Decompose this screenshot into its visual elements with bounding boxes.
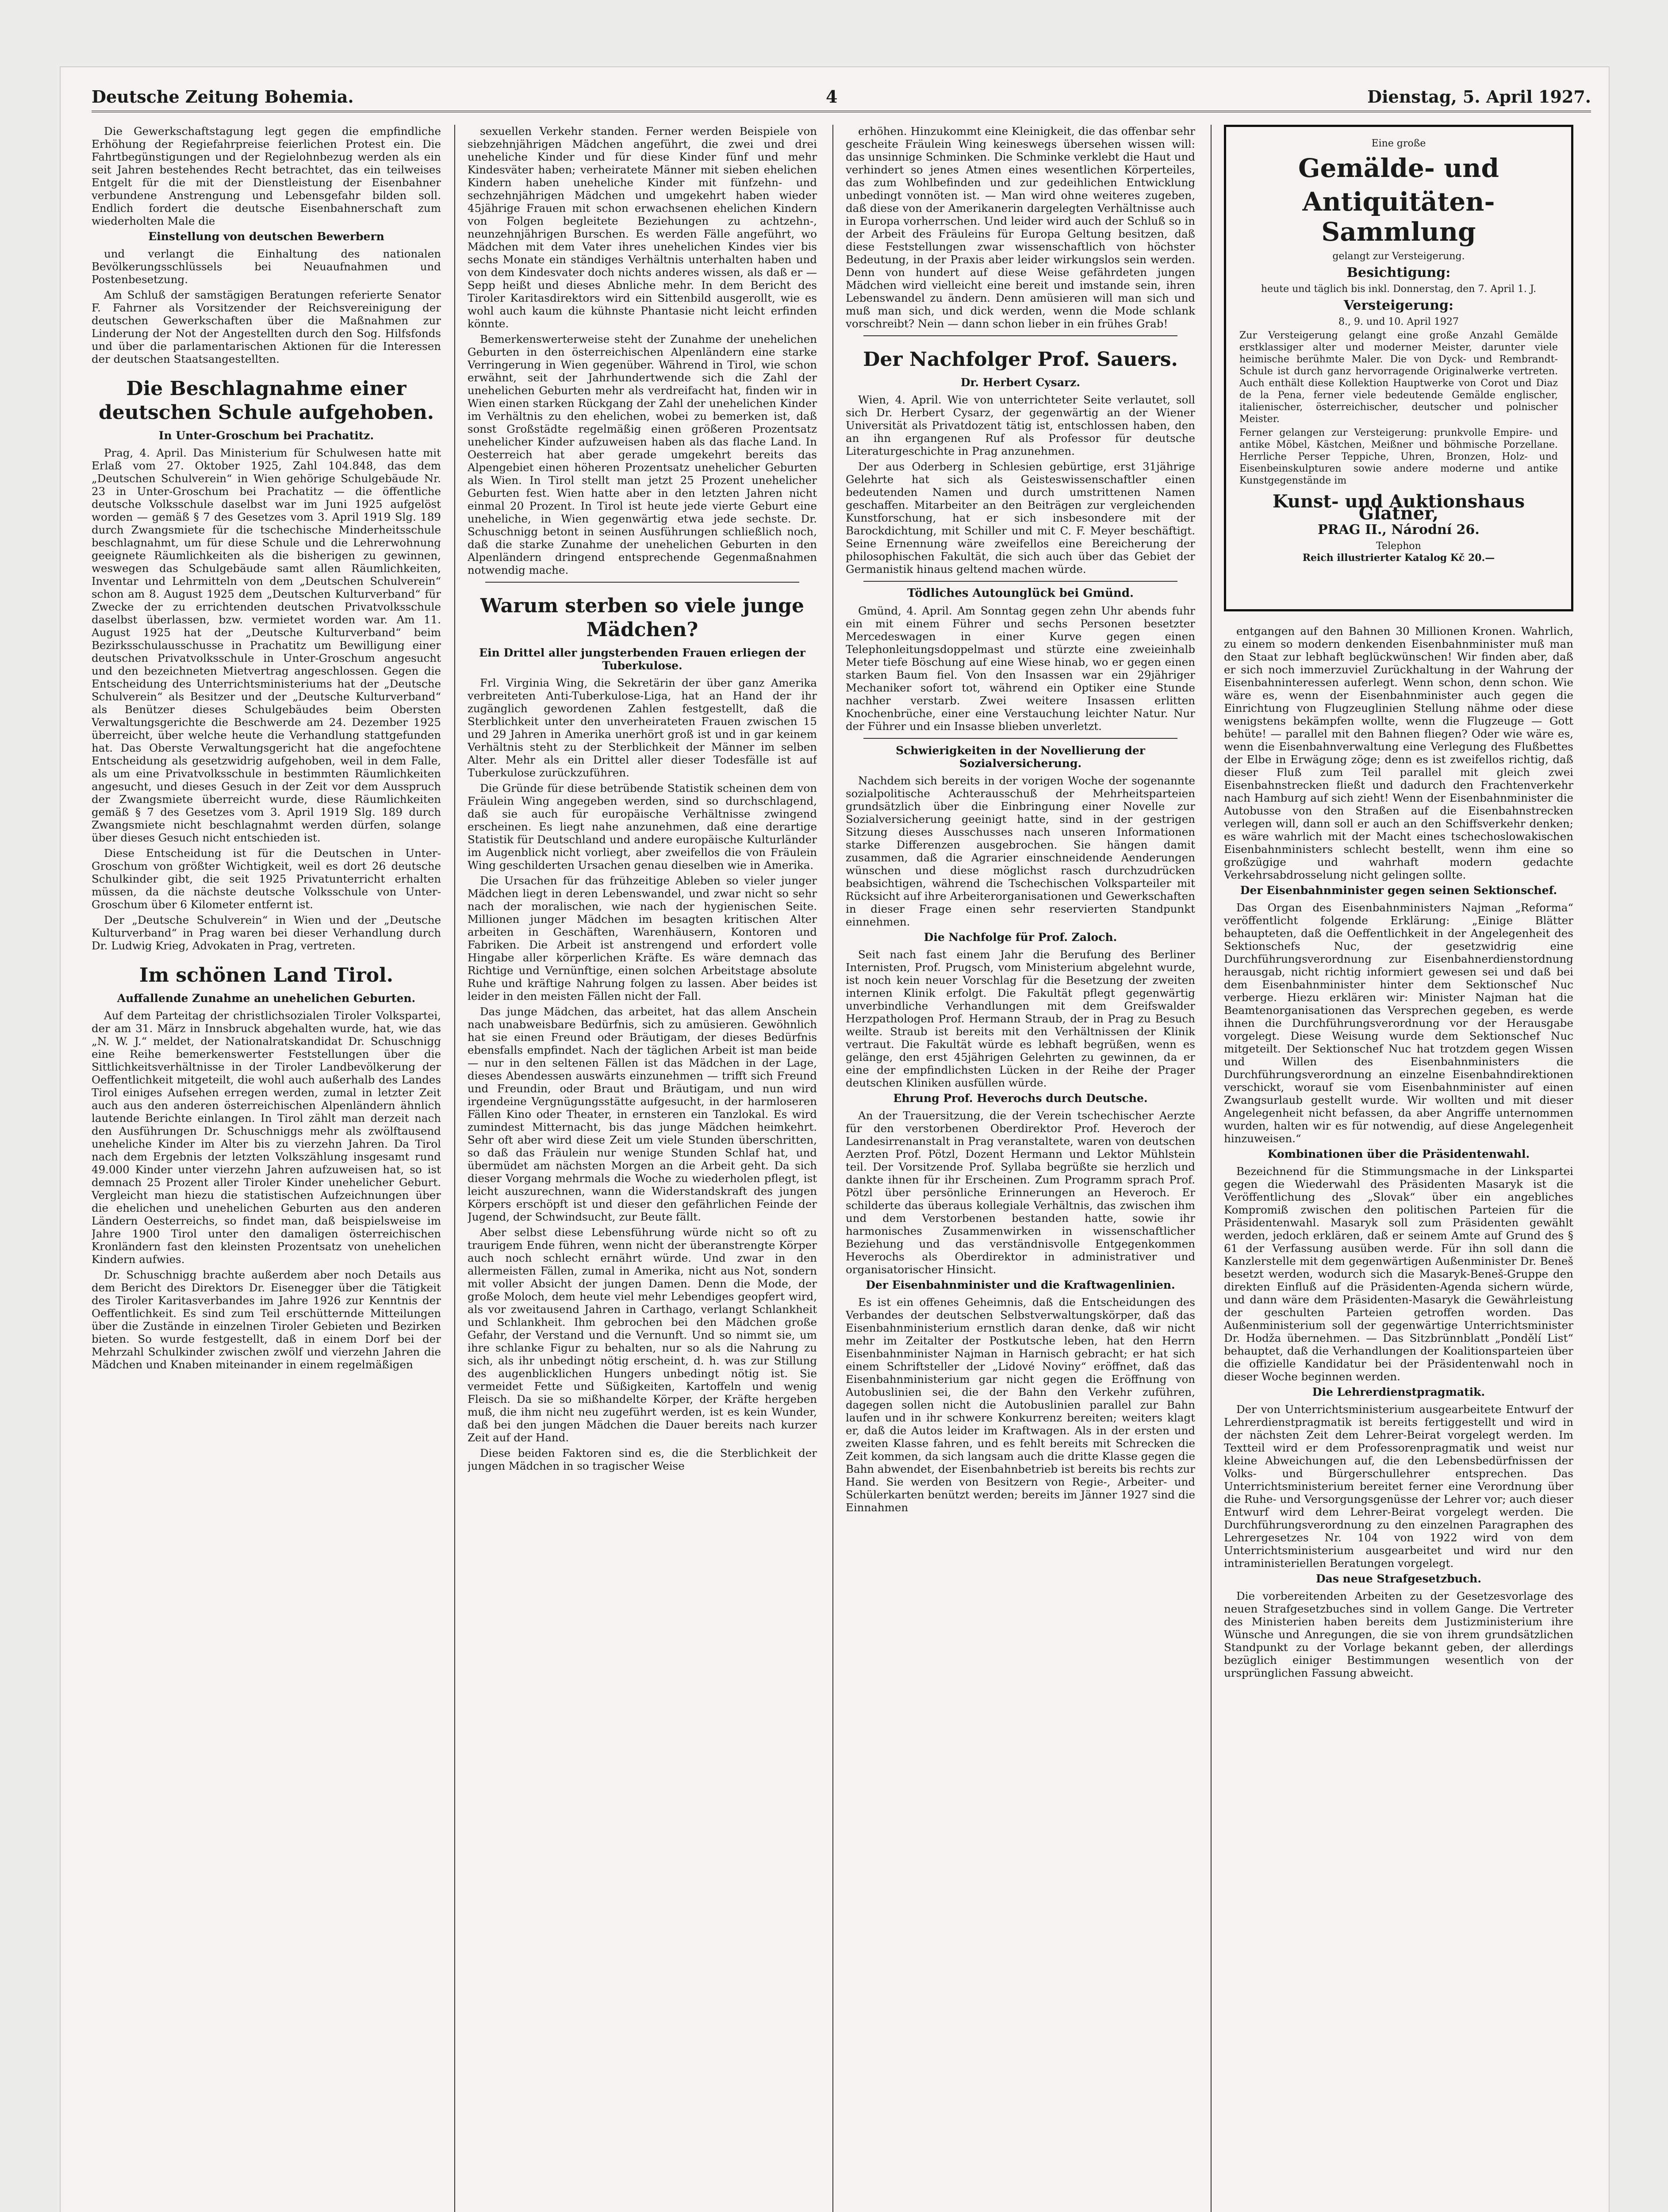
section-heading: Kombinationen über die Präsidentenwahl. <box>1267 1148 1530 1160</box>
section-heading: Die Nachfolge für Prof. Zaloch. <box>924 931 1117 944</box>
separator <box>863 581 1177 582</box>
paragraph: Seit nach fast einem Jahr die Berufung des Berliner Internisten, Prof. Prugsch, vom Ministerium abgelehnt wurde, ist noch kein neuer Vorschlag für die Besetzung der zweiten internen Klinik erfolgt. Die Fakultät pflegt gegenwärtig unverbindliche Verhandlungen mit dem Greifswalder Herzpathologen Prof. Hermann Straub, der in Prag zu Besuch weilte. Straub ist bereits mit den Verhältnissen der Klinik vertraut. Die Fakultät würde es lebhaft begrüßen, wenn es gelänge, den erst 45jährigen Gelehrten zu gewinnen, da er eine der empfindlichsten Lücken in der Reihe der Prager deutschen Kliniken ausfüllen würde. <box>846 948 1195 1089</box>
paragraph: Nachdem sich bereits in der vorigen Woche der sogenannte sozialpolitische Achterausschuß der Mehrheitsparteien grundsätzlich über die Einbringung einer Novelle zur Sozialversicherung geeinigt hatte, sind in der gestrigen Sitzung dieses Ausschusses nach unseren Informationen starke Differenzen ausgebrochen. Sie hängen damit zusammen, daß die Agrarier einschneidende Aenderungen wünschen und diese möglichst rasch durchzudrücken beabsichtigen, während die Tschechischen Volksparteiler mit Rücksicht auf ihre Arbeiterorganisationen und Gewerkschaften in dieser Frage einen sehr reservierten Standpunkt einnehmen. <box>846 774 1195 928</box>
article-headline: Die Beschlagnahme einer deutschen Schule aufgehoben. <box>98 377 434 424</box>
section-heading: Der Eisenbahnminister gegen seinen Sektionschef. <box>1240 884 1557 897</box>
column-divider <box>454 125 455 2212</box>
ad-title: Gemälde- und <box>1298 153 1499 183</box>
paragraph: Die Gründe für diese betrübende Statistik scheinen dem von Fräulein Wing angegeben werden, sind so durchschlagend, daß sie auch für europäische Verhältnisse zwingend erscheinen. Es liegt nahe anzunehmen, daß eine derartige Statistik für Deutschland und andere europäische Kulturländer im Augenblick nicht vorliegt, aber zweifellos die von Fräulein Wing geschilderten Ursachen genau dieselben wie in Amerika. <box>468 782 817 872</box>
ad-title: Antiquitäten-Sammlung <box>1302 187 1495 247</box>
newspaper-page <box>60 66 1610 2212</box>
ad-body: Zur Versteigerung gelangt eine große Anzahl Gemälde erstklassiger alter und moderner Meister, darunter viele heimische berühmte Maler. Die von Dyck- und Rembrandt-Schule ist durch ganz hervorragende Originalwerke vertreten. Auch enthält diese Kollektion Hauptwerke von Corot und Diaz de la Pena, ferner viele bedeutende Gemälde englischer, italienischer, österreichischer, deutscher und polnischer Meister. <box>1239 330 1558 425</box>
article-subheadline: Dr. Herbert Cysarz. <box>960 376 1081 389</box>
section-heading: Der Eisenbahnminister und die Kraftwagenlinien. <box>866 1279 1175 1291</box>
paragraph: Auf dem Parteitag der christlichsozialen Tiroler Volkspartei, der am 31. März in Innsbruck abgehalten wurde, hat, wie das „N. W. J.“ meldet, der Nationalratskandidat Dr. Schuschnigg eine Reihe bemerkenswerter Feststellungen über die Sittlichkeitsverhältnisse in der Tiroler Landbevölkerung der Oeffentlichkeit mitgeteilt, die wohl auch außerhalb des Landes Tirol einiges Aufsehen erregen werden, zumal in letzter Zeit auch aus den anderen österreichischen Alpenländern ähnlich lautende Berichte einlangen. In Tirol zählt man derzeit nach den Ausführungen Dr. Schuschniggs mehr als zwölftausend uneheliche Kinder im Alter bis zu vierzehn Jahren. Da Tirol nach dem Ergebnis der letzten Volkszählung insgesamt rund 49.000 Kinder unter vierzehn Jahren aufzuweisen hat, so ist demnach 25 Prozent aller Tiroler Kinder unehelicher Geburt. Vergleicht man hiezu die statistischen Aufzeichnungen über die ehelichen und unehelichen Geburten aus den anderen Ländern Oesterreichs, so findet man, daß beispielsweise im Jahre 1900 Tirol unter den damaligen österreichischen Kronländern fast den kleinsten Prozentsatz von unehelichen Kindern aufwies. <box>92 1009 441 1266</box>
paragraph: sexuellen Verkehr standen. Ferner werden Beispiele von siebzehnjährigen Mädchen angeführt, die zwei und drei uneheliche Kinder und für diese Kinder fünf und mehr Kindesväter haben; verheiratete Männer mit sieben ehelichen Kindern haben uneheliche Kinder mit fünfzehn- und sechzehnjährigen Mädchen und umgekehrt haben wieder 45jährige Frauen mit schon erwachsenen ehelichen Kindern von Folgen begleitete Beziehungen zu achtzehn-, neunzehnjährigen Burschen. Es werden Fälle angeführt, wo Mädchen mit dem Vater ihres unehelichen Kindes vier bis sechs Monate ein ständiges Verhältnis unterhalten haben und von dem Kindesvater doch nichts anderes wissen, als daß er — Sepp heißt und dieses Abnliche mehr. In dem Bericht des Tiroler Karitasdirektors wird ein Sittenbild ausgerollt, wie es wohl auch kaum die kühnste Phantasie nicht leicht erfinden könnte. <box>468 125 817 330</box>
paragraph: Der aus Oderberg in Schlesien gebürtige, erst 31jährige Gelehrte hat sich als Geisteswissenschaftler einen bedeutenden Namen und durch umstrittenen Namen geschaffen. Mitarbeiter an den Beiträgen zur vergleichenden Kunstforschung, hat er sich insbesondere mit der Barockdichtung, mit Schiller und mit C. F. Meyer beschäftigt. Seine Ernennung wäre zweifellos eine Bereicherung der philosophischen Fakultät, die sich auch über das Gebiet der Germanistik hinaus geltend machen würde. <box>846 460 1195 576</box>
paragraph: Aber selbst diese Lebensführung würde nicht so oft zu traurigem Ende führen, wenn nicht der überanstrengte Körper auch noch schlecht ernährt würde. Und zwar in den allermeisten Fällen, zumal in Amerika, nicht aus Not, sondern mit voller Absicht der jungen Damen. Denn die Mode, der große Moloch, dem heute viel mehr Lebendiges geopfert wird, als vor zweitausend Jahren in Carthago, verlangt Schlankheit und Schlankheit. Ihm gebrochen bei den Mädchen große Gefahr, der Verstand und die Vernunft. Und so nimmt sie, um ihre schlanke Figur zu behalten, nur so als die Nahrung zu sich, als ihr unbedingt nötig erscheint, d. h. was zur Stillung des augenblicklichen Hungers unbedingt nötig ist. Sie vermeidet Fette und Süßigkeiten, Kartoffeln und wenig Fleisch. Da sie so mißhandelte Körper, der Kräfte hergeben muß, die ihm nicht neu zugeführt werden, ist es kein Wunder, daß bei den jungen Mädchen die Dauer bereits nach kurzer Zeit auf der Hand. <box>468 1226 817 1444</box>
ad-catalog: Reich illustrierter Katalog Kč 20.— <box>1302 552 1495 564</box>
section-heading: Das neue Strafgesetzbuch. <box>1315 1572 1482 1585</box>
paragraph: Bezeichnend für die Stimmungsmache in der Linkspartei gegen die Wiederwahl des Präsidenten Masaryk ist die Veröffentlichung des „Slovak“ über ein angebliches Kompromiß zwischen den politischen Parteien für die Präsidentenwahl. Masaryk soll zum Präsidenten gewählt werden, jedoch erklären, daß er seinem Amte auf Grund des § 61 der Verfassung ausüben werde. Für ihn soll dann die Kanzlerstelle mit dem gegenwärtigen Außenminister Dr. Beneš besetzt werden, wodurch sich die Masaryk-Beneš-Gruppe den direkten Einfluß auf die Präsidenten-Agenda sichern würde, und dann wäre dem Präsidenten-Masaryk die Gewährleistung der geschulten Parteien getroffen worden. Das Außenministerium soll der gegenwärtige Unterrichtsminister Dr. Hodža übernehmen. — Das Sitzbrünnblatt „Pondělí List“ behauptet, daß die Verhandlungen der Koalitionsparteien über die offizielle Kandidatur bei der Präsidentenwahl noch in dieser Woche beginnen werden. <box>1224 1165 1573 1383</box>
separator <box>863 738 1177 739</box>
ad-phone: Telephon <box>1376 541 1421 552</box>
page-header <box>92 84 1591 112</box>
separator <box>863 335 1177 336</box>
paragraph: Diese beiden Faktoren sind es, die die Sterblichkeit der jungen Mädchen in so tragischer Weise <box>468 1447 817 1472</box>
paragraph: Das junge Mädchen, das arbeitet, hat das allem Anschein nach unabweisbare Bedürfnis, sich zu amüsieren. Gewöhnlich hat sie einen Freund oder Bräutigam, der dieses Bedürfnis ebensfalls empfindet. Nach der täglichen Arbeit ist man beide — nur in den seltenen Fällen ist das Mädchen in der Lage, dieses Abendessen auswärts einzunehmen — trifft sich Freund und Freundin, oder Braut und Bräutigam, und nun wird irgendeine Vergnügungsstätte aufgesucht, in der harmloseren Fällen Kino oder Theater, in ernsteren ein Tanzlokal. Es wird zumindest Mitternacht, bis das junge Mädchen heimkehrt. Sehr oft aber wird diese Zeit um viele Stunden überschritten, so daß das Fräulein nur wenige Stunden Schlaf hat, und übermüdet am nächsten Morgen an die Arbeit geht. Da sich dieser Vorgang mehrmals die Woche zu wiederholen pflegt, ist leicht auszurechnen, wann die Widerstandskraft des jungen Körpers erschöpft ist und dieser den gefährlichen Feinde der Jugend, der Schwindsucht, zur Beute fällt. <box>468 1005 817 1223</box>
paragraph: Der „Deutsche Schulverein“ in Wien und der „Deutsche Kulturverband“ in Prag waren bei dieser Verhandlung durch Dr. Ludwig Krieg, Advokaten in Prag, vertreten. <box>92 914 441 952</box>
ad-body: Ferner gelangen zur Versteigerung: prunkvolle Empire- und antike Möbel, Kästchen, Meißner und böhmische Porzellane. Herrliche Perser Teppiche, Uhren, Bronzen, Holz- und Eisenbeinskulpturen sowie andere moderne und antike Kunstgegenstände im <box>1239 427 1558 486</box>
issue-date: Dienstag, 5. April 1927. <box>1367 87 1591 107</box>
article-headline: Tödliches Autounglück bei Gmünd. <box>907 587 1134 600</box>
paragraph: und verlangt die Einhaltung des nationalen Bevölkerungsschlüssels bei Neuaufnahmen und Postenbesetzung. <box>92 247 441 286</box>
paragraph: Bemerkenswerterweise steht der Zunahme der unehelichen Geburten in den österreichischen Alpenländern eine starke Verringerung in Wien gegenüber. Während in Tirol, wie schon erwähnt, seit der Jahrhundertwende sich die Zahl der unehelichen Geburten mehr als verdreifacht hat, finden wir in Wien einen starken Rückgang der Zahl der unehelichen Kinder im Verhältnis zu den ehelichen, wobei zu bemerken ist, daß sonst Großstädte regelmäßig einen größeren Prozentsatz unehelicher Kinder aufzuweisen haben als das flache Land. In Oesterreich hat aber gerade umgekehrt bereits das Alpengebiet einen höheren Prozentsatz unehelicher Geburten als Wien. In Tirol stellt man jetzt 25 Prozent unehelicher Geburten fest. Wien hatte aber in den letzten Jahren nicht einmal 20 Prozent. In Tirol ist heute jede vierte Geburt eine uneheliche, in Wien gegenwärtig etwa jede sechste. Dr. Schuschnigg betont in seinen Ausführungen schließlich noch, daß die starke Zunahme der unehelichen Geburten in den Alpenländern dringend entsprechende Gegenmaßnahmen notwendig mache. <box>468 333 817 576</box>
ad-auction-dates: 8., 9. und 10. April 1927 <box>1338 316 1459 327</box>
column-2 <box>468 125 817 2212</box>
article-headline: Im schönen Land Tirol. <box>139 964 394 987</box>
paragraph: Der von Unterrichtsministerium ausgearbeitete Entwurf der Lehrerdienstpragmatik ist bereits fertiggestellt und wird in der nächsten Zeit dem Lehrer-Beirat vorgelegt werden. Im Textteil wird er dem Professorenpragmatik und weist nur kleine Abweichungen auf, die den Lebensbedürfnissen der Volks- und Bürgerschullehrer entsprechen. Das Unterrichtsministerium bereitet ferner eine Verordnung über die Ruhe- und Versorgungsgenüsse der Lehrer vor; auch dieser Entwurf wird dem Lehrer-Beirat vorgelegt werden. Die Durchführungsverordnung zu den einzelnen Paragraphen des Lehrergesetzes Nr. 104 von 1922 wird von dem Unterrichtsministerium ausgearbeitet und wird nur den intraministeriellen Beratungen vorgelegt. <box>1224 1403 1573 1570</box>
section-heading: Schwierigkeiten in der Novellierung der Sozialversicherung. <box>896 744 1145 770</box>
column-1 <box>92 125 441 2212</box>
paragraph: Dr. Schuschnigg brachte außerdem aber noch Details aus dem Bericht des Direktors Dr. Eisenegger über die Tätigkeit des Tiroler Karitasverbandes im Jahre 1926 zur Kenntnis der Oeffentlichkeit. Es sind zum Teil erschütternde Mitteilungen über die Zustände in einzelnen Tiroler Gebieten und Bezirken bieten. So wurde festgestellt, daß in einem Dorf bei der Mehrzahl Schulkinder zwischen zwölf und vierzehn Jahren die Mädchen und Knaben miteinander in einem regelmäßigen <box>92 1268 441 1371</box>
article-headline: Warum sterben so viele junge Mädchen? <box>480 595 804 641</box>
paragraph: Das Organ des Eisenbahnministers Najman „Reforma“ veröffentlicht folgende Erklärung: „Einige Blätter behaupteten, daß die Oeffentlichkeit in der Angelegenheit des Sektionschefs Nuc, der gesetzwidrig eine Durchführungsverordnung zur Eisenbahnerdienstordnung herausgab, nicht richtig informiert gewesen sei und daß bei dem Eisenbahnminister hinter dem Sektionschef Nuc verberge. Hiezu erklären wir: Minister Najman hat die Beamtenorganisationen das Versprechen gegeben, es werde ihnen die Durchführungsverordnung vor der Herausgabe vorgelegt. Diese Weisung wurde dem Sektionschef Nuc mitgeteilt. Der Sektionschef Nuc hat trotzdem gegen Wissen und Willen des Eisenbahnministers die Durchführungsverordnung an einzelne Eisenbahndirektionen verschickt, worauf sie vom Eisenbahnminister auf einen Zwangsurlaub gestellt wurde. Wir wollten und mit dieser Angelegenheit nicht befassen, da aber Angriffe unternommen wurden, halten wir es für notwendig, auf diese Angelegenheit hinzuweisen.“ <box>1224 901 1573 1145</box>
ad-subline: gelangt zur Versteigerung. <box>1332 251 1465 262</box>
paragraph: Es ist ein offenes Geheimnis, daß die Entscheidungen des Verbandes der deutschen Selbstverwaltungskörper, daß das Eisenbahnministerium ernstlich daran denke, daß wir nicht mehr im Zeitalter der Postkutsche leben, hat den Herrn Eisenbahnminister Najman in Harnisch gebracht; er hat sich einem Schriftsteller der „Lidové Noviny“ eröffnet, daß das Eisenbahnministerium gar nicht gegen die Eröffnung von Autobuslinien sei, die der Bahn den Verkehr zuführen, dagegen sollen nicht die Autobuslinien parallel zur Bahn laufen und in ihr schwere Konkurrenz bereiten; weiters klagt er, daß die Autos leider im Kraftwagen. Als in der ersten und zweiten Klasse fahren, und es fehlt bereits mit Schrecken die Zeit kommen, da sich langsam auch die dritte Klasse gegen die Bahn abwendet, der Eisenbahnbetrieb ist bereits bis rechts zur Hand. Sie werden von Besitzern von Regie-, Arbeiter- und Schülerkarten benützt werden; bereits im Jänner 1927 sind die Einnahmen <box>846 1296 1195 1514</box>
column-divider <box>1211 125 1212 2212</box>
article-subheadline: Auffallende Zunahme an unehelichen Geburten. <box>117 992 416 1005</box>
ad-address: PRAG II., Národní 26. <box>1318 522 1480 538</box>
separator <box>485 582 799 583</box>
ad-intro: Eine große <box>1371 138 1426 149</box>
ad-viewing-dates: heute und täglich bis inkl. Donnerstag, den 7. April 1. J. <box>1261 284 1537 295</box>
paragraph: entgangen auf den Bahnen 30 Millionen Kronen. Wahrlich, zu einem so modern denkenden Eisenbahnminister muß man den Staat zur lebhaft beglückwünschen! Wir finden aber, daß er sich noch immerzuviel Zurückhaltung in der Wahrung der Eisenbahninteressen auferlegt. Wenn schon, denn schon. Wie wäre es, wenn der Eisenbahnminister auch gegen die Einrichtung von Flugzeuglinien Stellung nähme oder diese wenigstens bekämpfen wollte, wenn die Flugzeuge — Gott behüte! — parallel mit den Bahnen fliegen? Oder wie wäre es, wenn die Eisenbahnverwaltung eine Verlegung des Flußbettes der Elbe in Erwägung zöge; denn es ist zweifellos richtig, daß dieser Fluß zum Teil parallel mit gleich zwei Eisenbahnstrecken fließt und dadurch den Frachtenverkehr nach Hamburg auf sich zieht! Wenn der Eisenbahnminister die Autobusse von den Straßen auf die Eisenbahnstrecken verlegen will, dann soll er auch an den Schiffsverkehr denken; es wäre wahrlich mit der Macht eines tschechoslowakischen Eisenbahnministers schlecht bestellt, wenn ihm eine so großzügige und wahrhaft modern gedachte Verkehrsabdrosselung nicht gelingen sollte. <box>1224 625 1573 881</box>
paragraph: Die Gewerkschaftstagung legt gegen die empfindliche Erhöhung der Regiefahrpreise feierlichen Protest ein. Die Fahrtbegünstigungen und der Regielohnbezug werden als ein seit Jahren bestehendes Recht betrachtet, das ein teilweises Entgelt für die mit der Dienstleistung der Eisenbahner verbundene Anstrengung und Lebensgefahr bilden soll. Endlich fordert die deutsche Eisenbahnerschaft zum wiederholten Male die <box>92 125 441 227</box>
paragraph: Prag, 4. April. Das Ministerium für Schulwesen hatte mit Erlaß vom 27. Oktober 1925, Zahl 104.848, das dem „Deutschen Schulverein“ in Wien gehörige Schulgebäude Nr. 23 in Unter-Groschum bei Prachatitz — die öffentliche deutsche Volksschule daselbst war im Juni 1925 aufgelöst worden — gemäß § 7 des Gesetzes vom 3. April 1919 Slg. 189 durch Zwangsmiete für die tschechische Minderheitsschule beschlagnahmt, um für diese Schule und die Lehrerwohnung geeignete Räumlichkeiten als die bisherigen zu gewinnen, weswegen das Schulgebäude samt allen Räumlichkeiten, Inventar und Lehrmitteln von dem „Deutschen Schulverein“ schon am 8. August 1925 dem „Deutschen Kulturverband“ für Zwecke der zu errichtenden deutschen Privatvolksschule daselbst überlassen, bzw. vermietet worden war. Am 11. August 1925 hat der „Deutsche Kulturverband“ beim Bezirksschulausschusse in Prachatitz um Bewilligung einer deutschen Privatvolksschule in Unter-Groschum angesucht und den bezeichneten Mietvertrag angeschlossen. Gegen die Entscheidung des Unterrichtsministeriums hat der „Deutsche Schulverein“ als Besitzer und der „Deutsche Kulturverband“ als Benützer dieses Schulgebäudes beim Obersten Verwaltungsgerichte die Beschwerde am 24. Dezember 1925 überreicht, über welche heute die Verhandlung stattgefunden hat. Das Oberste Verwaltungsgericht hat die angefochtene Entscheidung als gesetzwidrig aufgehoben, weil in dem Falle, als um eine Privatvolksschule in bestimmten Räumlichkeiten angesucht, und dieses Gesuch in der Zeit vor dem Ausspruch der Zwangsmiete überreicht wurde, diese Räumlichkeiten gemäß § 7 des Gesetzes vom 3. April 1919 Slg. 189 durch Zwangsmiete nicht beschlagnahmt werden dürfen, solange über dieses Gesuch nicht entschieden ist. <box>92 446 441 844</box>
column-divider <box>832 125 833 2212</box>
paragraph: Die vorbereitenden Arbeiten zu der Gesetzesvorlage des neuen Strafgesetzbuches sind in vollem Gange. Die Vertreter des Ministerien haben bereits dem Justizministerium ihre Wünsche und Anregungen, die sie von ihrem grundsätzlichen Standpunkt zu der Vorlage bekannt geben, der allerdings bezüglich einiger Bestimmungen wesentlich von der ursprünglichen Fassung abweicht. <box>1224 1590 1573 1679</box>
paragraph: Am Schluß der samstägigen Beratungen referierte Senator F. Fahrner als Vorsitzender der Reichsvereinigung der deutschen Gewerkschaften über die Maßnahmen zur Linderung der Not der Angestellten durch den Sog. Hilfsfonds und über die parlamentarischen Aktionen für die Interessen der deutschen Staatsangestellten. <box>92 288 441 365</box>
paragraph: An der Trauersitzung, die der Verein tschechischer Aerzte für den verstorbenen Oberdirektor Prof. Heveroch der Landesirrenanstalt in Prag veranstaltete, waren von deutschen Aerzten Prof. Pötzl, Dozent Hermann und Lektor Mühlstein teil. Der Vorsitzende Prof. Syllaba begrüßte sie herzlich und dankte ihnen für ihr Erscheinen. Zum Programm sprach Prof. Pötzl über persönliche Erinnerungen an Heveroch. Er schilderte das überaus kollegiale Verhältnis, das zwischen ihm und dem Verstorbenen bestanden hatte, sowie ihr harmonisches Zusammenwirken in wissenschaftlicher Beziehung und das verständnisvolle Entgegenkommen Heverochs als Oberdirektor in administrativer und organisatorischer Hinsicht. <box>846 1109 1195 1276</box>
paragraph: Diese Entscheidung ist für die Deutschen in Unter-Groschum von größter Wichtigkeit, weil es dort 26 deutsche Schulkinder gibt, die seit 1925 Privatunterricht erhalten müssen, da die nächste deutsche Volksschule von Unter-Groschum über 6 Kilometer entfernt ist. <box>92 847 441 911</box>
paragraph: erhöhen. Hinzukommt eine Kleinigkeit, die das offenbar sehr gescheite Fräulein Wing keineswegs übersehen wissen will: das unsinnige Schminken. Die Schminke verklebt die Haut und verhindert so jenes Atmen eines wesentlichen Körperteiles, das zum Wohlbefinden und zur gedeihlichen Entwicklung unbedingt vonnöten ist. — Man wird ohne weiteres zugeben, daß diese von der Amerikanerin dargelegten Verhältnisse auch in Europa vorherrschen. Und leider wird auch der Schluß so in der Arbeit des Fräuleins für Europa Geltung besitzen, daß diese Feststellungen zwar wissenschaftlich von höchster Bedeutung, in der Praxis aber leider wirkungslos sein werden. Denn von hundert auf diese Weise gefährdeten jungen Mädchen wird vielleicht eine bereit und imstande sein, ihren Lebenswandel zu ändern. Denn amüsieren will man sich und muß man sich, und dick werden, wenn die Mode schlank vorschreibt? Nein — dann schon lieber in ein frühes Grab! <box>846 125 1195 330</box>
paper-name: Deutsche Zeitung Bohemia. <box>92 87 354 107</box>
section-heading: Ehrung Prof. Heverochs durch Deutsche. <box>893 1092 1148 1105</box>
paragraph: Die Ursachen für das frühzeitige Ableben so vieler junger Mädchen liegt in deren Lebenswandel, und zwar nicht so sehr nach der moralischen, wie nach der hygienischen Seite. Millionen junger Mädchen im besagten kritischen Alter arbeiten in Geschäften, Warenhäusern, Kontoren und Fabriken. Die Arbeit ist anstrengend und erfordert volle Hingabe aller körperlichen Kräfte. Es wäre demnach das Richtige und Vernünftige, einen solchen Arbeitstage absolute Ruhe und kräftige Nahrung folgen zu lassen. Aber beides ist leider in den meisten Fällen nicht der Fall. <box>468 874 817 1002</box>
article-headline: Der Nachfolger Prof. Sauers. <box>863 348 1178 371</box>
subheading: Einstellung von deutschen Bewerbern <box>148 230 384 243</box>
paragraph: Gmünd, 4. April. Am Sonntag gegen zehn Uhr abends fuhr ein mit einem Führer und sechs Personen besetzter Mercedeswagen in einer Kurve gegen einen Telephonleitungsdoppelmast und stürzte eine zweieinhalb Meter tiefe Böschung auf eine Wiese hinab, wo er gegen einen starken Baum fiel. Von den Insassen war ein 29jähriger Mechaniker sofort tot, während ein Optiker eine Stunde nachher verstarb. Zwei weitere Insassen erlitten Knochenbrüche, einer eine Verstauchung leichter Natur. Nur der Führer und ein Insasse blieben unverletzt. <box>846 604 1195 733</box>
ad-firm-name: Kunst- und Auktionshaus Glatner, <box>1272 491 1525 524</box>
ad-auction-label: Versteigerung: <box>1343 298 1454 313</box>
paragraph: Frl. Virginia Wing, die Sekretärin der über ganz Amerika verbreiteten Anti-Tuberkulose-Liga, hat an Hand der ihr zugänglich gewordenen Zahlen festgestellt, daß die Sterblichkeit unter den unverheirateten Frauen zwischen 15 und 29 Jahren in Amerika unerhört groß ist und in gar keinem Verhältnis steht zu der Sterblichkeit der Männer im selben Alter. Mehr als ein Drittel aller dieser Todesfälle ist auf Tuberkulose zurückzuführen. <box>468 676 817 779</box>
paragraph: Wien, 4. April. Wie von unterrichteter Seite verlautet, soll sich Dr. Herbert Cysarz, der gegenwärtig an der Wiener Universität als Privatdozent tätig ist, entschlossen haben, den an ihn ergangenen Ruf als Professor für deutsche Literaturgeschichte in Prag anzunehmen. <box>846 393 1195 457</box>
ad-viewing-label: Besichtigung: <box>1346 265 1451 280</box>
page-number: 4 <box>826 87 838 107</box>
article-subheadline: Ein Drittel aller jungsterbenden Frauen erliegen der Tuberkulose. <box>479 646 805 672</box>
article-subheadline: In Unter-Groschum bei Prachatitz. <box>158 429 374 442</box>
column-4 <box>1224 125 1573 2212</box>
column-3 <box>846 125 1195 2212</box>
auction-advertisement <box>1224 125 1573 611</box>
section-heading: Die Lehrerdienstpragmatik. <box>1312 1386 1485 1398</box>
